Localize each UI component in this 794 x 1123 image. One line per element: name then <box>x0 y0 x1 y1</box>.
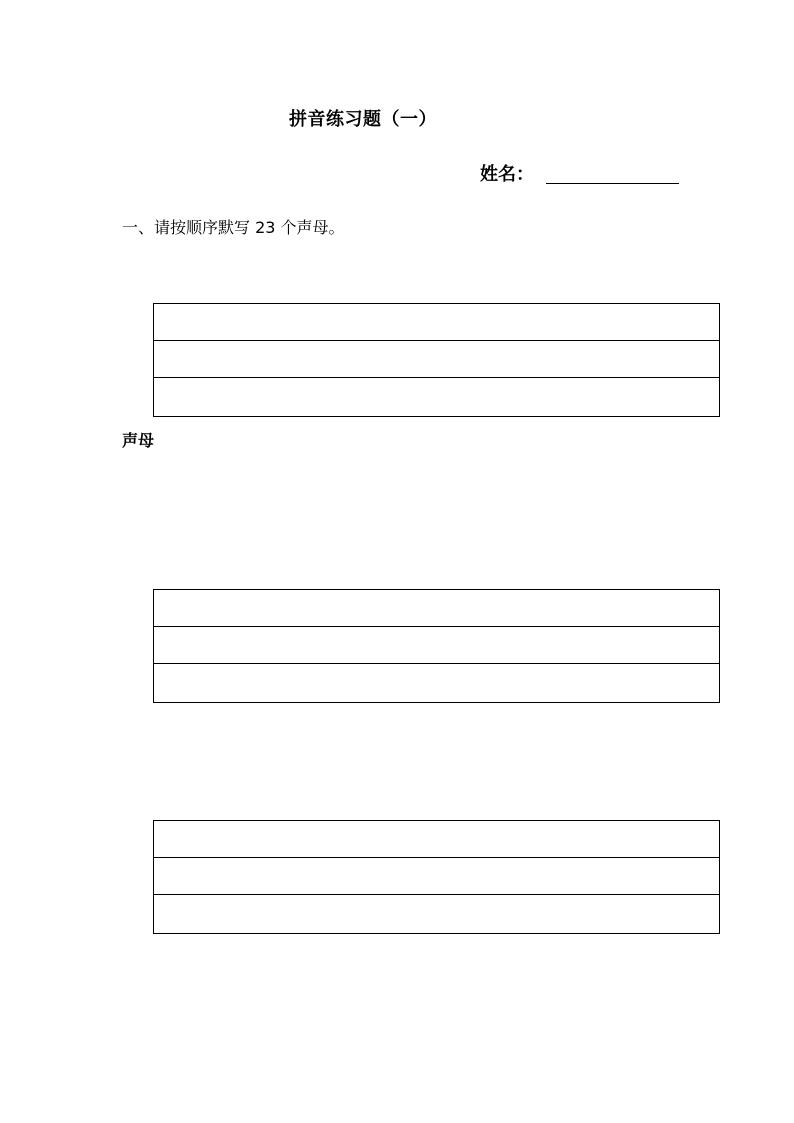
writing-line[interactable] <box>154 821 719 858</box>
writing-line[interactable] <box>154 378 719 415</box>
writing-line[interactable] <box>154 858 719 895</box>
section-label-shengmu: 声母 <box>122 431 155 450</box>
worksheet-title: 拼音练习题（一） <box>289 109 437 130</box>
name-field-row <box>480 160 679 186</box>
question-1-instruction: 一、请按顺序默写 23 个声母。 <box>122 218 345 237</box>
writing-grid-1[interactable] <box>153 303 720 417</box>
writing-line[interactable] <box>154 341 719 378</box>
writing-line[interactable] <box>154 664 719 701</box>
writing-grid-2[interactable] <box>153 589 720 703</box>
name-blank-line[interactable] <box>546 163 679 184</box>
writing-line[interactable] <box>154 590 719 627</box>
writing-line[interactable] <box>154 304 719 341</box>
name-label: 姓名： <box>480 164 534 185</box>
writing-grid-3[interactable] <box>153 820 720 934</box>
writing-line[interactable] <box>154 627 719 664</box>
writing-line[interactable] <box>154 895 719 932</box>
